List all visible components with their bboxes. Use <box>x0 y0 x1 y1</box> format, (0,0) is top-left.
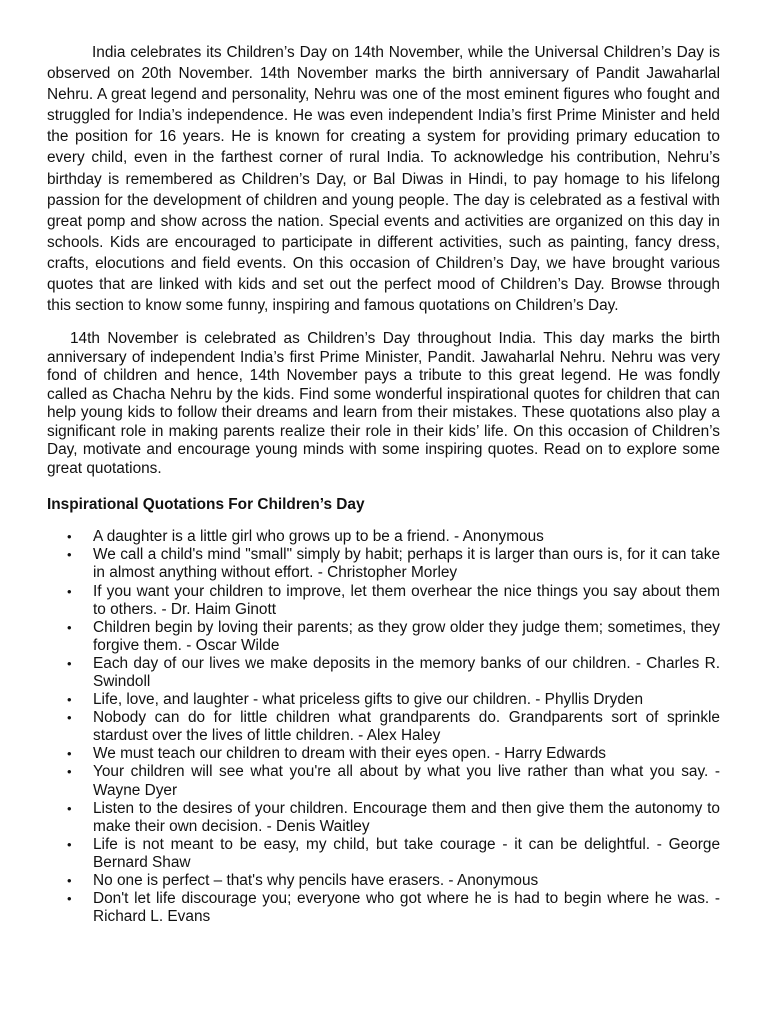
quote-text: If you want your children to improve, let them overhear the nice things you say about them to others. - Dr. Haim Ginott <box>93 582 720 618</box>
quote-text: Don't let life discourage you; everyone who got where he is had to begin where he was. - Richard L. Evans <box>93 890 720 926</box>
intro-paragraph: India celebrates its Children’s Day on 14th November, while the Universal Children’s Day is observed on 20th November. 14th November marks the birth anniversary of Pandit Jawaharlal Nehru. A great legend and personality, Nehru was one of the most eminent figures who fought and struggled for India’s independence. He was even independent India’s first Prime Minister and held the position for 16 years. He is known for creating a system for providing primary education to every child, even in the farthest corner of rural India. To acknowledge his contribution, Nehru’s birthday is remembered as Children’s Day, or Bal Diwas in Hindi, to pay homage to his lifelong passion for the development of children and young people. The day is celebrated as a festival with great pomp and show across the nation. Special events and activities are organized on this day in schools. Kids are encouraged to participate in different activities, such as painting, fancy dress, crafts, elocutions and field events. On this occasion of Children’s Day, we have brought various quotes that are linked with kids and set out the perfect mood of Children’s Day. Browse through this section to know some funny, inspiring and famous quotations on Children’s Day. <box>47 44 720 315</box>
list-item <box>47 745 720 763</box>
list-item <box>47 800 720 836</box>
quote-text: We call a child's mind "small" simply by habit; perhaps it is larger than ours is, for it can take in almost anything without effort. - Christopher Morley <box>93 546 720 582</box>
quote-text: Your children will see what you're all about by what you live rather than what you say. - Wayne Dyer <box>93 763 720 799</box>
list-item <box>47 619 720 655</box>
list-item <box>47 583 720 619</box>
bullet-icon: • <box>67 800 72 816</box>
second-paragraph: 14th November is celebrated as Children’s Day throughout India. This day marks the birth anniversary of independent India’s first Prime Minister, Pandit. Jawaharlal Nehru. Nehru was very fond of children and hence, 14th November pays a tribute to this great legend. He was fondly called as Chacha Nehru by the kids. Find some wonderful inspirational quotes for children that can help young kids to follow their dreams and learn from their mistakes. These quotations also play a significant role in making parents realize their role in their kids’ life. On this occasion of Children’s Day, motivate and encourage young minds with some inspiring quotes. Read on to explore some great quotations. <box>47 330 720 477</box>
list-item <box>47 528 720 546</box>
list-item <box>47 836 720 872</box>
bullet-icon: • <box>67 619 72 635</box>
document-page <box>47 42 720 926</box>
section-heading: Inspirational Quotations For Children’s Day <box>47 496 365 514</box>
bullet-icon: • <box>67 891 72 907</box>
list-item <box>47 546 720 582</box>
quote-text: We must teach our children to dream with their eyes open. - Harry Edwards <box>93 745 606 763</box>
quote-text: Children begin by loving their parents; as they grow older they judge them; sometimes, they forgive them. - Oscar Wilde <box>93 618 720 654</box>
quote-text: Listen to the desires of your children. Encourage them and then give them the autonomy to make their own decision. - Denis Waitley <box>93 799 720 835</box>
bullet-icon: • <box>67 764 72 780</box>
bullet-icon: • <box>67 710 72 726</box>
bullet-icon: • <box>67 583 72 599</box>
quote-text: Each day of our lives we make deposits in the memory banks of our children. - Charles R. Swindoll <box>93 654 720 690</box>
quote-text: Nobody can do for little children what grandparents do. Grandparents sort of sprinkle stardust over the lives of little children. - Alex Haley <box>93 709 720 745</box>
quotes-list <box>47 528 720 926</box>
bullet-icon: • <box>67 836 72 852</box>
bullet-icon: • <box>67 873 72 888</box>
quote-text: A daughter is a little girl who grows up to be a friend. - Anonymous <box>93 528 544 546</box>
quote-text: Life is not meant to be easy, my child, but take courage - it can be delightful. - George Bernard Shaw <box>93 835 720 871</box>
list-item <box>47 709 720 745</box>
bullet-icon: • <box>67 692 72 708</box>
list-item <box>47 691 720 709</box>
list-item <box>47 872 720 890</box>
bullet-icon: • <box>67 547 72 563</box>
list-item <box>47 890 720 926</box>
bullet-icon: • <box>67 655 72 671</box>
quote-text: Life, love, and laughter - what priceless gifts to give our children. - Phyllis Dryden <box>93 691 644 709</box>
list-item <box>47 655 720 691</box>
bullet-icon: • <box>67 746 72 762</box>
quote-text: No one is perfect – that's why pencils have erasers. - Anonymous <box>93 872 539 889</box>
bullet-icon: • <box>67 529 72 545</box>
list-item <box>47 763 720 799</box>
